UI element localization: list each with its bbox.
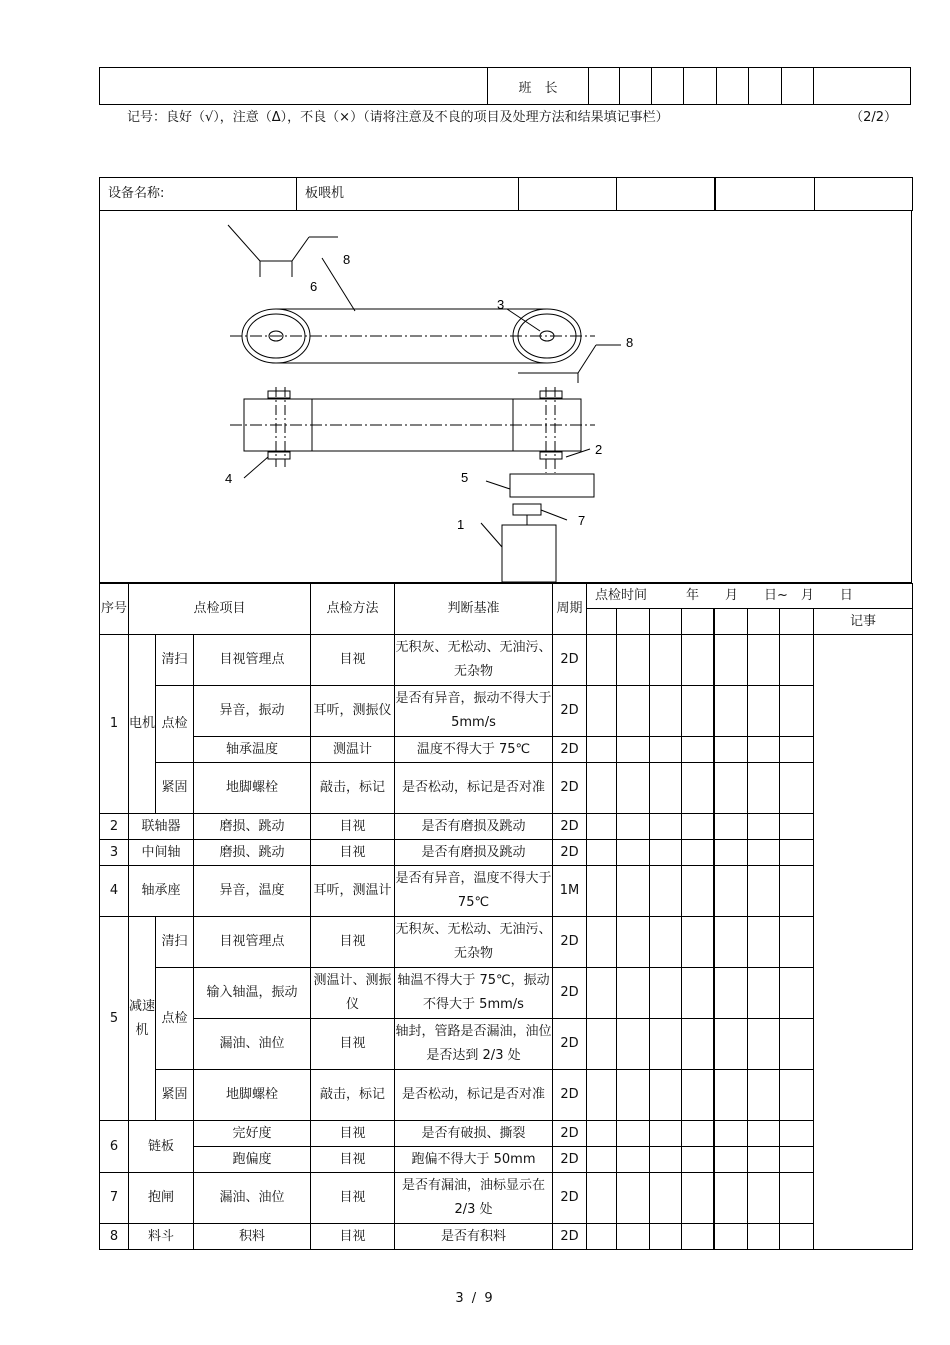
criteria-cell: 是否松动，标记是否对准 bbox=[395, 1070, 553, 1121]
check-cell[interactable] bbox=[617, 1224, 650, 1250]
check-cell[interactable] bbox=[617, 635, 650, 686]
criteria-cell: 跑偏不得大于 50mm bbox=[395, 1147, 553, 1173]
diagram-label-5: 5 bbox=[461, 470, 469, 485]
check-cell[interactable] bbox=[650, 814, 682, 840]
col-method: 点检方法 bbox=[311, 584, 395, 635]
check-cell[interactable] bbox=[587, 866, 617, 917]
check-cell[interactable] bbox=[650, 635, 682, 686]
check-cell[interactable] bbox=[587, 686, 617, 737]
check-cell[interactable] bbox=[617, 866, 650, 917]
item-cell: 目视管理点 bbox=[194, 917, 311, 968]
method-cell: 目视 bbox=[311, 917, 395, 968]
check-cell[interactable] bbox=[780, 635, 814, 686]
item-cell: 漏油、油位 bbox=[194, 1173, 311, 1224]
group-cell: 轴承座 bbox=[129, 866, 194, 917]
cycle-cell: 2D bbox=[553, 763, 587, 814]
check-cell[interactable] bbox=[682, 917, 714, 968]
method-cell: 目视 bbox=[311, 1147, 395, 1173]
cycle-cell: 2D bbox=[553, 1173, 587, 1224]
check-cell[interactable] bbox=[714, 686, 748, 737]
check-cell[interactable] bbox=[780, 1121, 814, 1147]
check-cell[interactable] bbox=[748, 1070, 780, 1121]
check-cell[interactable] bbox=[748, 840, 780, 866]
check-cell[interactable] bbox=[617, 1070, 650, 1121]
check-cell[interactable] bbox=[748, 968, 780, 1019]
sub-cell: 点检 bbox=[156, 968, 194, 1070]
check-cell[interactable] bbox=[682, 737, 714, 763]
check-cell[interactable] bbox=[650, 1070, 682, 1121]
inspection-sheet bbox=[99, 177, 912, 1250]
check-cell[interactable] bbox=[714, 866, 748, 917]
check-cell[interactable] bbox=[682, 814, 714, 840]
method-cell: 目视 bbox=[311, 635, 395, 686]
equipment-diagram bbox=[99, 211, 912, 583]
check-cell[interactable] bbox=[682, 635, 714, 686]
table-row bbox=[100, 1173, 913, 1224]
check-cell[interactable] bbox=[587, 1173, 617, 1224]
check-cell[interactable] bbox=[617, 917, 650, 968]
col-seq: 序号 bbox=[100, 584, 129, 635]
check-cell[interactable] bbox=[650, 686, 682, 737]
cycle-cell: 2D bbox=[553, 1224, 587, 1250]
sub-cell: 紧固 bbox=[156, 1070, 194, 1121]
check-cell[interactable] bbox=[617, 1147, 650, 1173]
table-row bbox=[100, 866, 913, 917]
sub-cell: 紧固 bbox=[156, 763, 194, 814]
item-cell: 异音，温度 bbox=[194, 866, 311, 917]
group-cell: 减速机 bbox=[129, 917, 156, 1121]
col-criteria: 判断基准 bbox=[395, 584, 553, 635]
diagram-label-1: 1 bbox=[457, 517, 465, 532]
check-cell[interactable] bbox=[780, 1070, 814, 1121]
check-cell[interactable] bbox=[617, 763, 650, 814]
item-cell: 漏油、油位 bbox=[194, 1019, 311, 1070]
check-cell[interactable] bbox=[682, 1019, 714, 1070]
legend-page: （2/2） bbox=[850, 110, 897, 125]
check-cell[interactable] bbox=[714, 737, 748, 763]
check-cell[interactable] bbox=[748, 1019, 780, 1070]
check-cell[interactable] bbox=[587, 968, 617, 1019]
table-row bbox=[100, 763, 913, 814]
check-cell[interactable] bbox=[748, 1173, 780, 1224]
day-cell[interactable] bbox=[780, 609, 814, 635]
sign-cell[interactable] bbox=[588, 68, 619, 105]
criteria-cell: 是否有磨损及跳动 bbox=[395, 840, 553, 866]
item-cell: 跑偏度 bbox=[194, 1147, 311, 1173]
check-cell[interactable] bbox=[650, 1224, 682, 1250]
check-cell[interactable] bbox=[748, 866, 780, 917]
check-cell[interactable] bbox=[587, 1121, 617, 1147]
table-row bbox=[100, 686, 913, 737]
criteria-cell: 是否有破损、撕裂 bbox=[395, 1121, 553, 1147]
day-cell[interactable] bbox=[682, 609, 714, 635]
col-time: 点检时间 年 月 日~ 月 日 bbox=[587, 584, 913, 609]
table-row bbox=[100, 917, 913, 968]
check-cell[interactable] bbox=[650, 840, 682, 866]
item-cell: 地脚螺栓 bbox=[194, 1070, 311, 1121]
check-cell[interactable] bbox=[748, 1121, 780, 1147]
check-cell[interactable] bbox=[714, 1121, 748, 1147]
check-cell[interactable] bbox=[748, 686, 780, 737]
criteria-cell: 是否有漏油，油标显示在 2/3 处 bbox=[395, 1173, 553, 1224]
check-cell[interactable] bbox=[587, 814, 617, 840]
item-cell: 积料 bbox=[194, 1224, 311, 1250]
diagram-label-3: 3 bbox=[497, 297, 505, 312]
seq-cell: 1 bbox=[100, 635, 129, 814]
table-row bbox=[100, 1224, 913, 1250]
cycle-cell: 2D bbox=[553, 1121, 587, 1147]
check-cell[interactable] bbox=[650, 968, 682, 1019]
item-cell: 轴承温度 bbox=[194, 737, 311, 763]
check-cell[interactable] bbox=[714, 1019, 748, 1070]
group-cell: 电机 bbox=[129, 635, 156, 814]
criteria-cell: 是否有异音，振动不得大于 5mm/s bbox=[395, 686, 553, 737]
item-cell: 地脚螺栓 bbox=[194, 763, 311, 814]
criteria-cell: 温度不得大于 75℃ bbox=[395, 737, 553, 763]
sign-cell[interactable] bbox=[813, 68, 910, 105]
check-cell[interactable] bbox=[617, 1019, 650, 1070]
equipment-header bbox=[99, 177, 913, 211]
cycle-cell: 2D bbox=[553, 1070, 587, 1121]
cycle-cell: 2D bbox=[553, 840, 587, 866]
check-cell[interactable] bbox=[587, 763, 617, 814]
col-item: 点检项目 bbox=[129, 584, 311, 635]
check-cell[interactable] bbox=[714, 917, 748, 968]
criteria-cell: 无积灰、无松动、无油污、无杂物 bbox=[395, 635, 553, 686]
check-cell[interactable] bbox=[682, 763, 714, 814]
blank-cell bbox=[100, 68, 488, 105]
check-cell[interactable] bbox=[714, 1070, 748, 1121]
check-cell[interactable] bbox=[617, 686, 650, 737]
day-cell[interactable] bbox=[587, 609, 617, 635]
sign-cell[interactable] bbox=[716, 68, 748, 105]
table-row bbox=[100, 1147, 913, 1173]
group-cell: 中间轴 bbox=[129, 840, 194, 866]
check-cell[interactable] bbox=[650, 1173, 682, 1224]
col-cycle: 周期 bbox=[553, 584, 587, 635]
monitor-label: 班 长 bbox=[488, 68, 588, 105]
header-cell[interactable] bbox=[617, 178, 715, 211]
check-cell[interactable] bbox=[748, 737, 780, 763]
sub-cell: 点检 bbox=[156, 686, 194, 763]
check-cell[interactable] bbox=[617, 1173, 650, 1224]
table-row bbox=[100, 968, 913, 1019]
seq-cell: 5 bbox=[100, 917, 129, 1121]
method-cell: 目视 bbox=[311, 814, 395, 840]
method-cell: 目视 bbox=[311, 1224, 395, 1250]
day-cell[interactable] bbox=[617, 609, 650, 635]
check-cell[interactable] bbox=[617, 737, 650, 763]
check-cell[interactable] bbox=[650, 1147, 682, 1173]
group-cell: 链板 bbox=[129, 1121, 194, 1173]
method-cell: 目视 bbox=[311, 840, 395, 866]
sign-cell[interactable] bbox=[781, 68, 813, 105]
equipment-name-value: 板喂机 bbox=[297, 178, 519, 211]
check-cell[interactable] bbox=[682, 1070, 714, 1121]
diagram-label-7: 7 bbox=[578, 513, 586, 528]
day-cell[interactable] bbox=[748, 609, 780, 635]
check-cell[interactable] bbox=[682, 1121, 714, 1147]
diagram-label-8-right: 8 bbox=[626, 335, 634, 350]
sign-cell[interactable] bbox=[748, 68, 781, 105]
check-cell[interactable] bbox=[617, 814, 650, 840]
check-cell[interactable] bbox=[587, 1224, 617, 1250]
check-cell[interactable] bbox=[682, 968, 714, 1019]
sub-cell: 清扫 bbox=[156, 635, 194, 686]
item-cell: 磨损、跳动 bbox=[194, 814, 311, 840]
check-cell[interactable] bbox=[780, 814, 814, 840]
cycle-cell: 1M bbox=[553, 866, 587, 917]
check-cell[interactable] bbox=[714, 1224, 748, 1250]
group-cell: 抱闸 bbox=[129, 1173, 194, 1224]
page-number: 3 / 9 bbox=[455, 1291, 495, 1306]
equipment-name-label: 设备名称: bbox=[100, 178, 297, 211]
check-cell[interactable] bbox=[650, 866, 682, 917]
day-cell[interactable] bbox=[650, 609, 682, 635]
cycle-cell: 2D bbox=[553, 635, 587, 686]
check-cell[interactable] bbox=[780, 1224, 814, 1250]
legend-text: 记号：良好（√），注意（Δ），不良（×）（请将注意及不良的项目及处理方法和结果填记事栏） bbox=[127, 110, 669, 125]
check-cell[interactable] bbox=[748, 635, 780, 686]
check-cell[interactable] bbox=[650, 1019, 682, 1070]
feeder-schematic bbox=[100, 211, 911, 582]
method-cell: 耳听，测温计 bbox=[311, 866, 395, 917]
check-cell[interactable] bbox=[650, 917, 682, 968]
check-cell[interactable] bbox=[780, 1147, 814, 1173]
table-row bbox=[100, 635, 913, 686]
check-cell[interactable] bbox=[682, 840, 714, 866]
check-cell[interactable] bbox=[714, 968, 748, 1019]
table-row bbox=[100, 1019, 913, 1070]
check-cell[interactable] bbox=[617, 1121, 650, 1147]
item-cell: 输入轴温，振动 bbox=[194, 968, 311, 1019]
sign-cell[interactable] bbox=[683, 68, 716, 105]
check-cell[interactable] bbox=[780, 686, 814, 737]
method-cell: 目视 bbox=[311, 1121, 395, 1147]
coupling bbox=[513, 504, 541, 515]
seq-cell: 4 bbox=[100, 866, 129, 917]
header-cell[interactable] bbox=[519, 178, 617, 211]
cycle-cell: 2D bbox=[553, 968, 587, 1019]
check-cell[interactable] bbox=[617, 840, 650, 866]
legend-line bbox=[127, 106, 897, 125]
method-cell: 敲击，标记 bbox=[311, 1070, 395, 1121]
check-cell[interactable] bbox=[780, 1019, 814, 1070]
inspection-table bbox=[99, 583, 913, 1250]
check-cell[interactable] bbox=[682, 1173, 714, 1224]
criteria-cell: 是否有磨损及跳动 bbox=[395, 814, 553, 840]
check-cell[interactable] bbox=[748, 763, 780, 814]
check-cell[interactable] bbox=[714, 763, 748, 814]
table-row bbox=[100, 1070, 913, 1121]
cycle-cell: 2D bbox=[553, 814, 587, 840]
criteria-cell: 轴封，管路是否漏油，油位是否达到 2/3 处 bbox=[395, 1019, 553, 1070]
seq-cell: 8 bbox=[100, 1224, 129, 1250]
check-cell[interactable] bbox=[682, 1147, 714, 1173]
sign-cell[interactable] bbox=[651, 68, 683, 105]
check-cell[interactable] bbox=[780, 866, 814, 917]
check-cell[interactable] bbox=[780, 737, 814, 763]
diagram-label-4: 4 bbox=[225, 471, 233, 486]
seq-cell: 2 bbox=[100, 814, 129, 840]
method-cell: 目视 bbox=[311, 1173, 395, 1224]
check-cell[interactable] bbox=[682, 686, 714, 737]
item-cell: 异音，振动 bbox=[194, 686, 311, 737]
criteria-cell: 是否有异音，温度不得大于 75℃ bbox=[395, 866, 553, 917]
method-cell: 测温计 bbox=[311, 737, 395, 763]
sign-cell[interactable] bbox=[619, 68, 651, 105]
check-cell[interactable] bbox=[780, 840, 814, 866]
check-cell[interactable] bbox=[650, 763, 682, 814]
check-cell[interactable] bbox=[714, 840, 748, 866]
check-cell[interactable] bbox=[587, 1019, 617, 1070]
diagram-label-2: 2 bbox=[595, 442, 603, 457]
check-cell[interactable] bbox=[587, 840, 617, 866]
method-cell: 耳听，测振仪 bbox=[311, 686, 395, 737]
check-cell[interactable] bbox=[587, 737, 617, 763]
item-cell: 完好度 bbox=[194, 1121, 311, 1147]
seq-cell: 7 bbox=[100, 1173, 129, 1224]
check-cell[interactable] bbox=[682, 1224, 714, 1250]
diagram-label-8-top: 8 bbox=[343, 252, 351, 267]
notes-cell[interactable] bbox=[814, 635, 913, 1250]
table-row bbox=[100, 840, 913, 866]
criteria-cell: 无积灰、无松动、无油污、无杂物 bbox=[395, 917, 553, 968]
criteria-cell: 轴温不得大于 75℃，振动不得大于 5mm/s bbox=[395, 968, 553, 1019]
method-cell: 敲击，标记 bbox=[311, 763, 395, 814]
cycle-cell: 2D bbox=[553, 917, 587, 968]
check-cell[interactable] bbox=[780, 1173, 814, 1224]
cycle-cell: 2D bbox=[553, 1147, 587, 1173]
table-row bbox=[100, 814, 913, 840]
check-cell[interactable] bbox=[714, 635, 748, 686]
check-cell[interactable] bbox=[748, 917, 780, 968]
check-cell[interactable] bbox=[714, 1147, 748, 1173]
check-cell[interactable] bbox=[780, 763, 814, 814]
check-cell[interactable] bbox=[714, 1173, 748, 1224]
seq-cell: 6 bbox=[100, 1121, 129, 1173]
check-cell[interactable] bbox=[650, 1121, 682, 1147]
diagram-label-6: 6 bbox=[310, 279, 318, 294]
table-row bbox=[100, 1121, 913, 1147]
signature-strip bbox=[99, 67, 911, 105]
motor bbox=[502, 525, 556, 582]
check-cell[interactable] bbox=[714, 814, 748, 840]
check-cell[interactable] bbox=[780, 917, 814, 968]
item-cell: 磨损、跳动 bbox=[194, 840, 311, 866]
check-cell[interactable] bbox=[748, 1224, 780, 1250]
group-cell: 联轴器 bbox=[129, 814, 194, 840]
item-cell: 目视管理点 bbox=[194, 635, 311, 686]
method-cell: 目视 bbox=[311, 1019, 395, 1070]
sub-cell: 清扫 bbox=[156, 917, 194, 968]
cycle-cell: 2D bbox=[553, 737, 587, 763]
criteria-cell: 是否松动，标记是否对准 bbox=[395, 763, 553, 814]
header-cell[interactable] bbox=[715, 178, 815, 211]
criteria-cell: 是否有积料 bbox=[395, 1224, 553, 1250]
header-cell[interactable] bbox=[815, 178, 913, 211]
check-cell[interactable] bbox=[587, 1147, 617, 1173]
check-cell[interactable] bbox=[650, 737, 682, 763]
day-cell[interactable] bbox=[714, 609, 748, 635]
method-cell: 测温计、测振仪 bbox=[311, 968, 395, 1019]
col-notes: 记事 bbox=[814, 609, 913, 635]
group-cell: 料斗 bbox=[129, 1224, 194, 1250]
seq-cell: 3 bbox=[100, 840, 129, 866]
check-cell[interactable] bbox=[617, 968, 650, 1019]
gearbox bbox=[510, 474, 594, 497]
check-cell[interactable] bbox=[587, 1070, 617, 1121]
table-row bbox=[100, 737, 913, 763]
check-cell[interactable] bbox=[682, 866, 714, 917]
cycle-cell: 2D bbox=[553, 686, 587, 737]
check-cell[interactable] bbox=[748, 814, 780, 840]
cycle-cell: 2D bbox=[553, 1019, 587, 1070]
check-cell[interactable] bbox=[587, 635, 617, 686]
check-cell[interactable] bbox=[780, 968, 814, 1019]
check-cell[interactable] bbox=[587, 917, 617, 968]
check-cell[interactable] bbox=[748, 1147, 780, 1173]
